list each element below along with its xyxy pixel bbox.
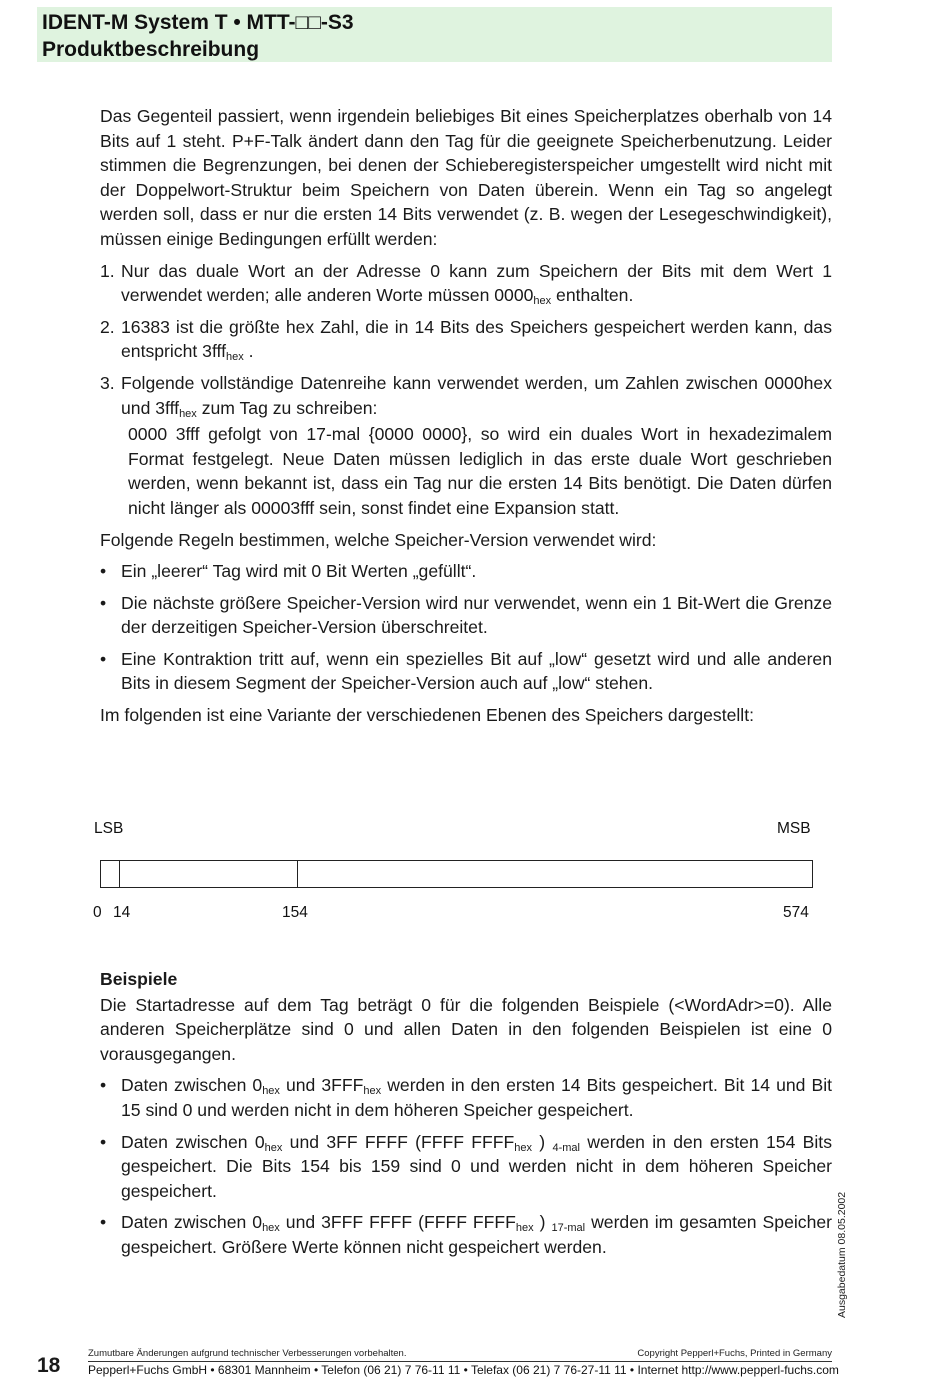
footer-disclaimer: Zumutbare Änderungen aufgrund technischer Verbesserungen vorbehalten. <box>88 1348 407 1359</box>
examples-heading: Beispiele <box>100 969 178 989</box>
tick-label: 14 <box>113 904 131 921</box>
condition-item: 1. Nur das duale Wort an der Adresse 0 kann zum Speichern der Bits mit dem Wert 1 verwendet werden; alle anderen Worte müssen $0000_{hex}$ enthalten. <box>100 260 832 308</box>
example-item: • Daten zwischen $0_{hex}$ und $3FFF_{hex}$ werden in den ersten 14 Bits gespeichert. Bit 14 und Bit 15 sind 0 und werden nicht in dem höheren Speicher gespeichert. <box>100 1075 832 1120</box>
list-marker: 3. <box>100 372 115 393</box>
msb-label: MSB <box>777 820 811 837</box>
lsb-label: LSB <box>94 820 124 837</box>
memory-bar <box>100 860 813 888</box>
document-subtitle: Produktbeschreibung <box>42 38 260 61</box>
tick-label: 574 <box>783 904 809 921</box>
issue-date: Ausgabedatum 08.05.2002 <box>836 1191 848 1318</box>
rule-item: • Die nächste größere Speicher-Version wird nur verwendet, wenn ein 1 Bit-Wert die Grenze der derzeitigen Speicher-Version überschreitet. <box>100 592 832 638</box>
examples-section <box>100 967 832 1267</box>
bullet: • <box>100 592 107 613</box>
bullet: • <box>100 1131 107 1152</box>
bullet: • <box>100 561 107 582</box>
footer-company-line: Pepperl+Fuchs GmbH • 68301 Mannheim • Telefon (06 21) 7 76-11 11 • Telefax (06 21) 7 76-27-11 11 • Internet http://www.pepperl-fuchs.com <box>88 1363 839 1377</box>
tick-label: 154 <box>282 904 308 921</box>
list-marker: 1. <box>100 260 115 281</box>
examples-intro: Die Startadresse auf dem Tag beträgt 0 für die folgenden Beispiele (<WordAdr>=0). Alle anderen Speicherplätze sind 0 und allen Daten in den folgenden Beispielen ist eine 0 vorausgegangen. <box>100 994 832 1064</box>
document-title: IDENT-M System T • MTT-□□-S3 <box>42 11 354 34</box>
footer-divider <box>88 1361 832 1362</box>
bullet: • <box>100 1212 107 1233</box>
page-header <box>37 7 832 62</box>
example-item: • Daten zwischen $0_{hex}$ und 3FF FFFF (FFFF $FFFF_{hex}$ ) $_{4-mal}$ werden in den ersten 154 Bits gespeichert. Die Bits 154 bis 159 sind 0 und werden nicht in dem höheren Speicher gespeichert. <box>100 1131 832 1201</box>
page-number: 18 <box>37 1354 61 1377</box>
bullet: • <box>100 648 107 669</box>
condition-item: 3. Folgende vollständige Datenreihe kann verwendet werden, um Zahlen zwischen 0000hex und 3fff$_{hex}$ zum Tag zu schreiben: <box>100 372 832 420</box>
main-content <box>100 104 832 735</box>
condition-item: 2. 16383 ist die größte hex Zahl, die in 14 Bits des Speichers gespeichert werden kann, das entspricht 3fff$_{hex}$ . <box>100 316 832 364</box>
rule-item: • Eine Kontraktion tritt auf, wenn ein spezielles Bit auf „low“ gesetzt wird und alle anderen Bits in diesem Segment der Speicher-Version auch auf „low“ stehen. <box>100 648 832 694</box>
rule-item: • Ein „leerer“ Tag wird mit 0 Bit Werten „gefüllt“. <box>100 559 832 584</box>
condition3-detail: 0000 3fff gefolgt von 17-mal {0000 0000}, so wird ein duales Wort in hexadezimalem Format festgelegt. Neue Daten müssen lediglich in das erste duale Wort geschrieben werden, wenn bekannt ist, dass ein Tag nur die ersten 14 Bits benötigt. Die Daten dürfen nicht länger als 00003fff sein, sonst findet eine Expansion statt. <box>128 424 832 518</box>
bullet: • <box>100 1075 107 1096</box>
tick-label: 0 <box>93 904 102 921</box>
list-marker: 2. <box>100 316 115 337</box>
rules-intro: Folgende Regeln bestimmen, welche Speicher-Version verwendet wird: <box>100 529 657 550</box>
memory-boundary <box>297 861 298 887</box>
example-item: • Daten zwischen $0_{hex}$ und 3FFF FFFF (FFFF $FFFF_{hex}$ ) $_{17-mal}$ werden im gesamten Speicher gespeichert. Größere Werte können nicht gespeichert werden. <box>100 1212 832 1257</box>
diagram-intro: Im folgenden ist eine Variante der verschiedenen Ebenen des Speichers dargestellt: <box>100 705 754 726</box>
intro-paragraph: Das Gegenteil passiert, wenn irgendein beliebiges Bit eines Speicherplatzes oberhalb von 14 Bits auf 1 steht. P+F-Talk ändert dann den Tag für die geeignete Speicherbenutzung. Leider stimmen die Begrenzungen, bei denen der Schieberegisterspeicher umgestellt wird nicht mit der Doppelwort-Struktur beim Speichern von Daten überein. Wenn ein Tag so angelegt werden soll, dass er nur die ersten 14 Bits verwendet (z. B. wegen der Lesegeschwindigkeit), müssen einige Bedingungen erfüllt werden: <box>100 106 832 249</box>
memory-boundary <box>119 861 120 887</box>
footer-copyright: Copyright Pepperl+Fuchs, Printed in Germany <box>637 1348 832 1359</box>
